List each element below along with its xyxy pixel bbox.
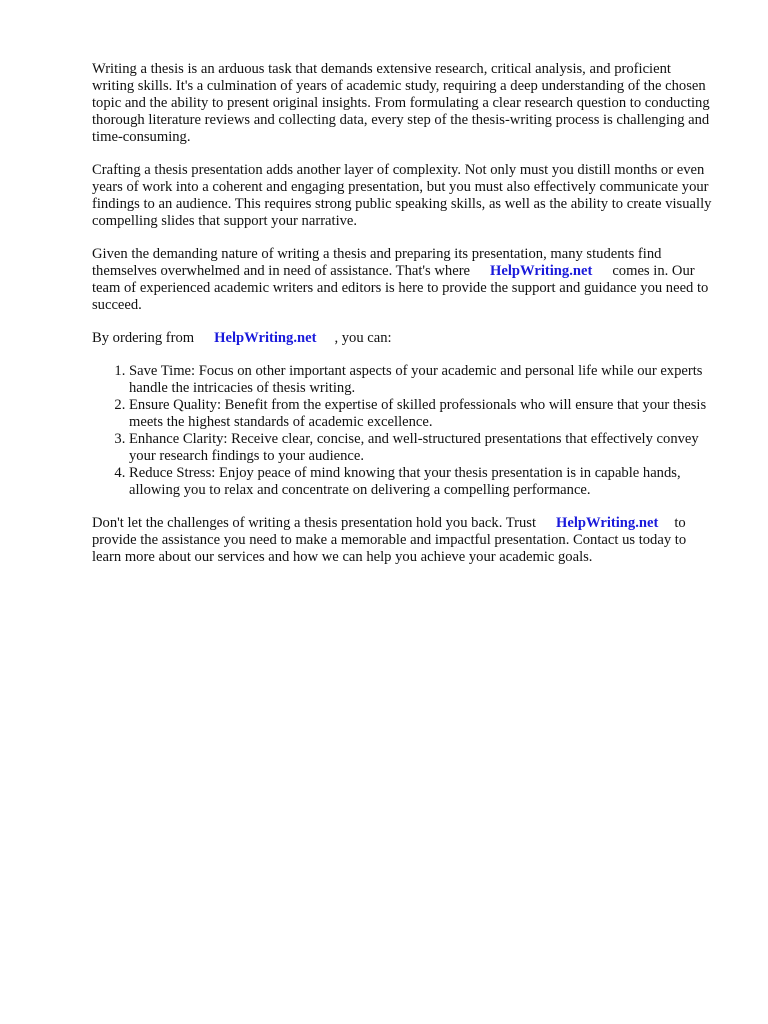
document-page	[92, 61, 714, 582]
helpwriting-link-assistance[interactable]: HelpWriting.net	[490, 263, 593, 279]
benefits-list	[92, 363, 714, 499]
assistance-paragraph	[92, 246, 714, 314]
benefit-enhance-clarity: 3. Enhance Clarity: Receive clear, concise, and well-structured presentations that effectively convey your research findings to your audience.	[129, 431, 714, 465]
ordering-text-before-link: By ordering from	[92, 330, 195, 346]
closing-text-before-link: Don't let the challenges of writing a thesis presentation hold you back. Trust	[92, 515, 537, 531]
closing-paragraph	[92, 515, 714, 566]
helpwriting-link-ordering[interactable]: HelpWriting.net	[214, 330, 317, 346]
intro-paragraph-thesis-presentation: Crafting a thesis presentation adds another layer of complexity. Not only must you distill months or even years of work into a coherent and engaging presentation, but you must also effectively communicate your findings to an audience. This requires strong public speaking skills, as well as the ability to create visually compelling slides that support your narrative.	[92, 162, 712, 229]
benefit-save-time: 1. Save Time: Focus on other important aspects of your academic and personal life while our experts handle the intricacies of thesis writing.	[129, 363, 714, 397]
ordering-line	[92, 330, 714, 347]
ordering-text-after-link: , you can:	[334, 330, 392, 346]
closing-text-after-link: to provide the assistance you need to make a memorable and impactful presentation. Contact us today to learn more about our services and how we can help you achieve your academic goals.	[92, 515, 687, 565]
benefit-reduce-stress: 4. Reduce Stress: Enjoy peace of mind knowing that your thesis presentation is in capable hands, allowing you to relax and concentrate on delivering a compelling performance.	[129, 465, 714, 499]
assistance-text-before-link: Given the demanding nature of writing a thesis and preparing its presentation, many students find themselves overwhelmed and in need of assistance. That's where	[92, 246, 662, 279]
helpwriting-link-closing[interactable]: HelpWriting.net	[556, 515, 659, 531]
benefit-ensure-quality: 2. Ensure Quality: Benefit from the expertise of skilled professionals who will ensure that your thesis meets the highest standards of academic excellence.	[129, 397, 714, 431]
intro-paragraph-thesis-writing: Writing a thesis is an arduous task that demands extensive research, critical analysis, and proficient writing skills. It's a culmination of years of academic study, requiring a deep understanding of the chosen topic and the ability to present original insights. From formulating a clear research question to conducting thorough literature reviews and collecting data, every step of the thesis-writing process is challenging and time-consuming.	[92, 61, 710, 145]
assistance-text-after-link: comes in. Our team of experienced academic writers and editors is here to provide the support and guidance you need to succeed.	[92, 263, 709, 313]
